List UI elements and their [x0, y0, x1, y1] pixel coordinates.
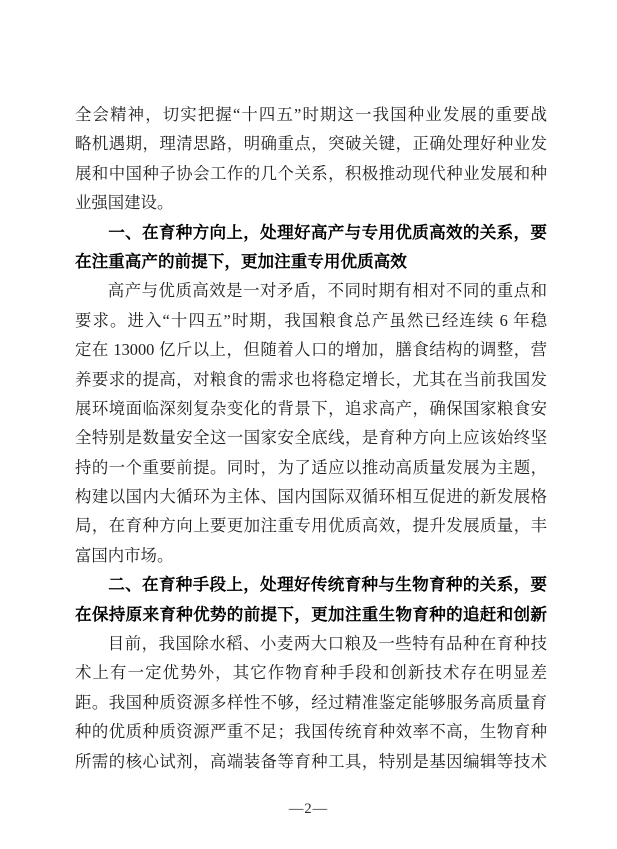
page-footer [0, 800, 617, 818]
heading-line: 在保持原来育种优势的前提下，更加注重生物育种的追赶和创新 [75, 604, 547, 624]
body-text-line: 距。我国种质资源多样性不够，经过精准鉴定能够服务高质量育 [75, 692, 547, 712]
body-text-line: 富国内市场。 [75, 545, 174, 565]
body-text-line: 高产与优质高效是一对矛盾，不同时期有相对不同的重点和 [107, 281, 547, 301]
heading-line: 一、在育种方向上，处理好高产与专用优质高效的关系，要 [108, 222, 547, 242]
text-block [75, 100, 547, 776]
body-text-line: 术上有一定优势外，其它作物育种手段和创新技术存在明显差 [75, 663, 547, 683]
body-text-line: 定在 13000 亿斤以上，但随着人口的增加，膳食结构的调整，营 [75, 340, 547, 360]
heading-line: 在注重高产的前提下，更加注重专用优质高效 [75, 251, 407, 271]
body-text-line: 目前，我国除水稻、小麦两大口粮及一些特有品种在育种技 [107, 634, 547, 654]
body-text-line: 全会精神，切实把握“十四五”时期这一我国种业发展的重要战 [75, 105, 547, 124]
body-text-line: 种的优质种质资源严重不足；我国传统育种效率不高，生物育种 [75, 722, 547, 742]
body-text-line: 所需的核心试剂，高端装备等育种工具，特别是基因编辑等技术 [75, 751, 547, 771]
body-text-line: 展环境面临深刻复杂变化的背景下，追求高产，确保国家粮食安 [75, 398, 547, 418]
body-text-line: 构建以国内大循环为主体、国内国际双循环相互促进的新发展格 [75, 487, 547, 507]
body-text-line: 全特别是数量安全这一国家安全底线，是育种方向上应该始终坚 [75, 428, 547, 448]
body-text-line: 养要求的提高，对粮食的需求也将稳定增长，尤其在当前我国发 [75, 369, 547, 389]
body-text-line: 要求。进入“十四五”时期，我国粮食总产虽然已经连续 6 年稳 [75, 310, 547, 330]
body-text-line: 业强国建设。 [75, 193, 174, 213]
body-text-line: 持的一个重要前提。同时，为了适应以推动高质量发展为主题， [75, 457, 547, 477]
body-text-line: 略机遇期，理清思路，明确重点，突破关键，正确处理好种业发 [75, 134, 547, 154]
heading-line: 二、在育种手段上，处理好传统育种与生物育种的关系，要 [108, 575, 547, 595]
body-text-line: 展和中国种子协会工作的几个关系，积极推动现代种业发展和种 [75, 163, 547, 183]
page-number: —2— [288, 801, 329, 817]
body-text-line: 局，在育种方向上要更加注重专用优质高效，提升发展质量，丰 [75, 516, 547, 536]
